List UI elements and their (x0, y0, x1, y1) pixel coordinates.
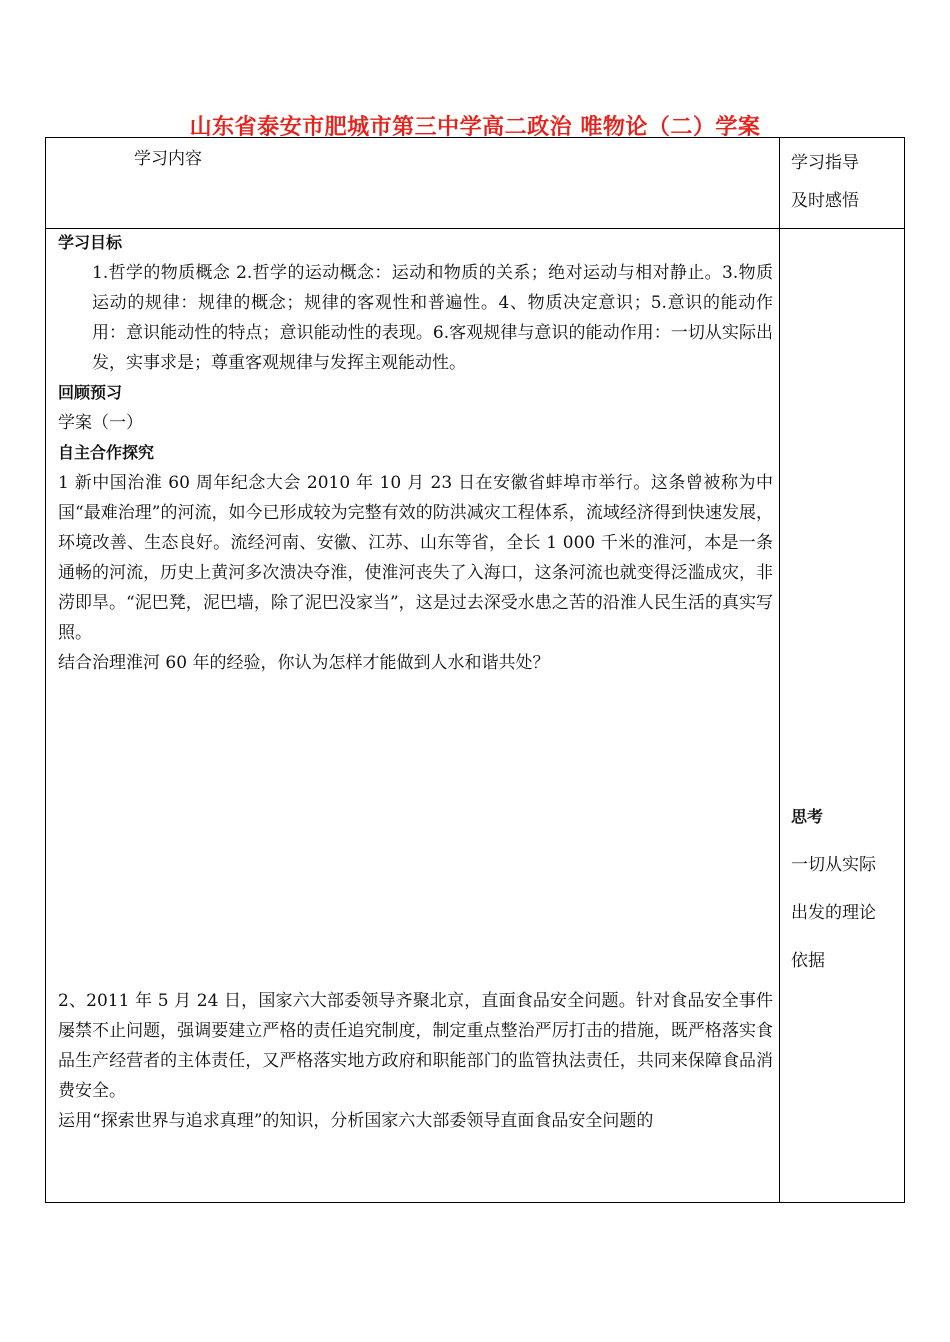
sidebar-notes (791, 793, 903, 985)
sidebar-line1: 一切从实际 (791, 855, 876, 875)
case2-text: 2、2011 年 5 月 24 日，国家六大部委领导齐聚北京，直面食品安全问题。针对食品安全事件屡禁不止问题，强调要建立严格的责任追究制度，制定重点整治严厉打击的措施，既严格落实食品生产经营者的主体责任，又严格落实地方政府和职能部门的监管执法责任，共同来保障食品消费安全。 (58, 991, 773, 1101)
sidebar-heading: 思考 (791, 807, 824, 826)
header-right-line1: 学习指导 (791, 153, 859, 173)
goals-text: 1.哲学的物质概念 2.哲学的运动概念：运动和物质的关系；绝对运动与相对静止。3.物质运动的规律：规律的概念；规律的客观性和普遍性。4、物质决定意识；5.意识的能动作用：意识能动性的特点；意识能动性的表现。6.客观规律与意识的能动作用：一切从实际出发，实事求是；尊重客观规律与发挥主观能动性。 (92, 263, 773, 373)
review-text: 学案（一） (58, 413, 143, 433)
review-heading: 回顾预习 (58, 383, 123, 402)
explore-heading: 自主合作探究 (58, 443, 155, 462)
sidebar-line2: 出发的理论 (791, 903, 876, 923)
answer-space (58, 678, 773, 986)
sidebar-line3: 依据 (791, 951, 825, 971)
header-study-content: 学习内容 (134, 149, 202, 169)
question1-text: 结合治理淮河 60 年的经验，你认为怎样才能做到人水和谐共处？ (58, 653, 550, 673)
worksheet-table (45, 137, 905, 1203)
main-content (58, 228, 773, 1136)
header-study-guide (791, 144, 859, 220)
document-title: 山东省泰安市肥城市第三中学高二政治 唯物论（二）学案 (189, 115, 761, 140)
column-divider (779, 138, 780, 1202)
header-right-line2: 及时感悟 (791, 191, 859, 211)
goals-heading: 学习目标 (58, 233, 123, 252)
case1-text: 1 新中国治淮 60 周年纪念大会 2010 年 10 月 23 日在安徽省蚌埠市举行。这条曾被称为中国“最难治理”的河流，如今已形成较为完整有效的防洪减灾工程体系，流域经济得到快速发展，环境改善、生态良好。流经河南、安徽、江苏、山东等省，全长 1 000 千米的淮河，本是一条通畅的河流，历史上黄河多次溃决夺淮，使淮河丧失了入海口，这条河流也就变得泛滥成灾，非涝即旱。“泥巴凳，泥巴墙，除了泥巴没家当”，这是过去深受水患之苦的沿淮人民生活的真实写照。 (58, 473, 773, 643)
question2-text: 运用“探索世界与追求真理”的知识，分析国家六大部委领导直面食品安全问题的 (58, 1111, 654, 1131)
